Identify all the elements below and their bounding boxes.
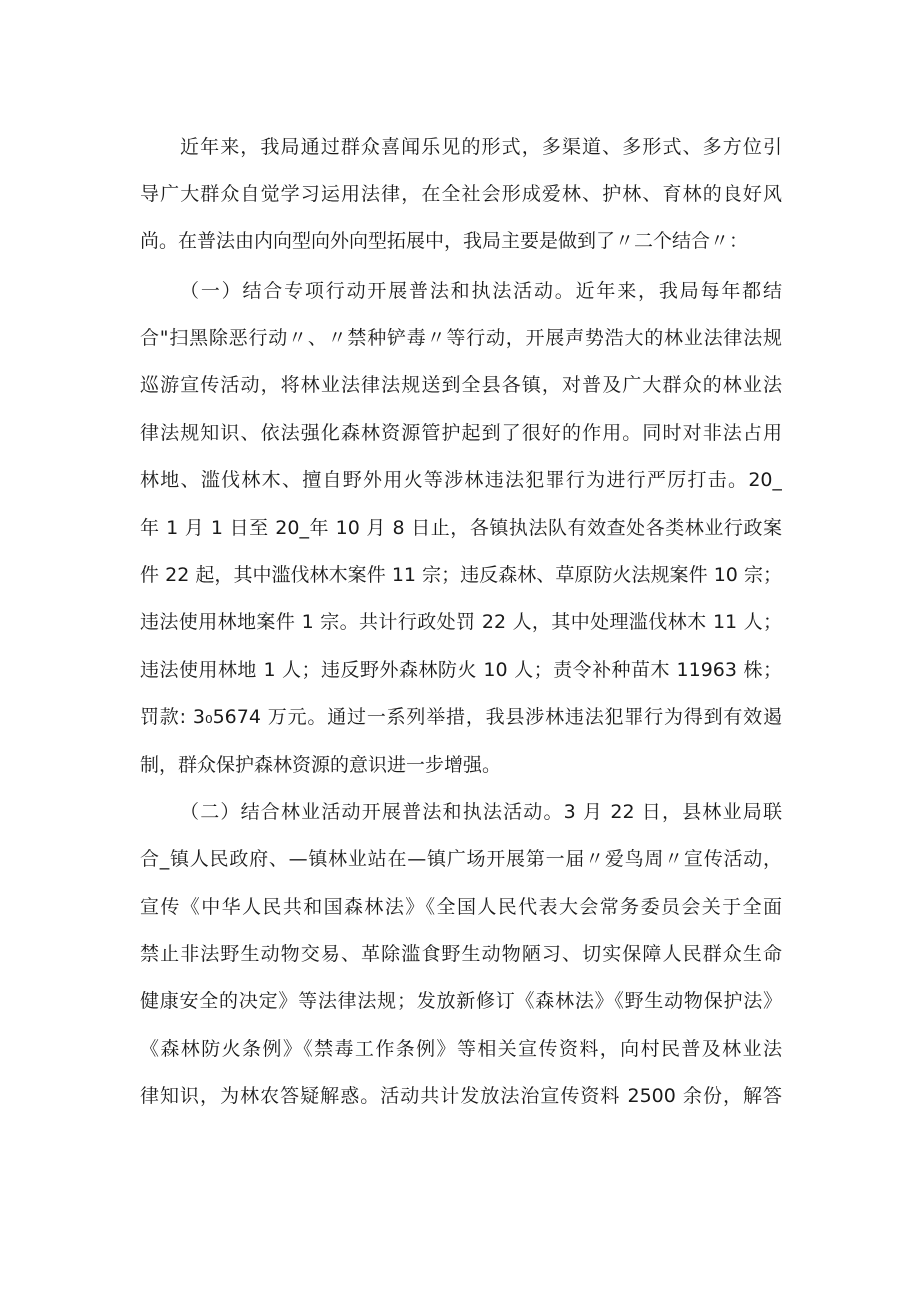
- text-line: 禁止非法野生动物交易、革除滥食野生动物陋习、切实保障人民群众生命: [140, 943, 782, 965]
- text-line: 《森林防火条例》《禁毒工作条例》等相关宣传资料，向村民普及林业法: [140, 1038, 782, 1060]
- text-line: （一）结合专项行动开展普法和执法活动。近年来，我局每年都结: [180, 280, 782, 302]
- text-line: 导广大群众自觉学习运用法律，在全社会形成爱林、护林、育林的良好风: [140, 183, 782, 205]
- text-line: 制，群众保护森林资源的意识进一步增强。: [140, 754, 502, 776]
- text-line: 巡游宣传活动，将林业法律法规送到全县各镇，对普及广大群众的林业法: [140, 374, 782, 396]
- text-line: 违法使用林地 1 人；违反野外森林防火 10 人；责令补种苗木 11963 株；: [140, 659, 782, 681]
- text-line: 合_镇人民政府、—镇林业站在—镇广场开展第一届〃爱鸟周〃宣传活动，: [140, 848, 782, 870]
- text-line: 尚。在普法由内向型向外向型拓展中，我局主要是做到了〃二个结合〃：: [140, 230, 749, 252]
- text-line: 罚款: 3₀5674 万元。通过一系列举措，我县涉林违法犯罪行为得到有效遏: [140, 706, 782, 728]
- text-line: 健康安全的决定》等法律法规；发放新修订《森林法》《野生动物保护法》: [140, 990, 782, 1012]
- text-line: 律知识，为林农答疑解惑。活动共计发放法治宣传资料 2500 余份，解答: [140, 1085, 782, 1107]
- text-line: （二）结合林业活动开展普法和执法活动。3 月 22 日，县林业局联: [180, 801, 782, 823]
- text-line: 年 1 月 1 日至 20_年 10 月 8 日止，各镇执法队有效查处各类林业行政案: [140, 517, 782, 539]
- text-line: 违法使用林地案件 1 宗。共计行政处罚 22 人，其中处理滥伐林木 11 人；: [140, 611, 782, 633]
- text-line: 宣传《中华人民共和国森林法》《全国人民代表大会常务委员会关于全面: [140, 896, 782, 918]
- text-line: 林地、滥伐林木、擅自野外用火等涉林违法犯罪行为进行严厉打击。20_: [140, 469, 782, 491]
- text-line: 律法规知识、依法强化森林资源管护起到了很好的作用。同时对非法占用: [140, 422, 782, 444]
- text-line: 近年来，我局通过群众喜闻乐见的形式，多渠道、多形式、多方位引: [180, 136, 782, 158]
- text-line: 件 22 起，其中滥伐林木案件 11 宗；违反森林、草原防火法规案件 10 宗；: [140, 564, 782, 586]
- text-line: 合"扫黑除恶行动〃、〃禁种铲毒〃等行动，开展声势浩大的林业法律法规: [140, 327, 782, 349]
